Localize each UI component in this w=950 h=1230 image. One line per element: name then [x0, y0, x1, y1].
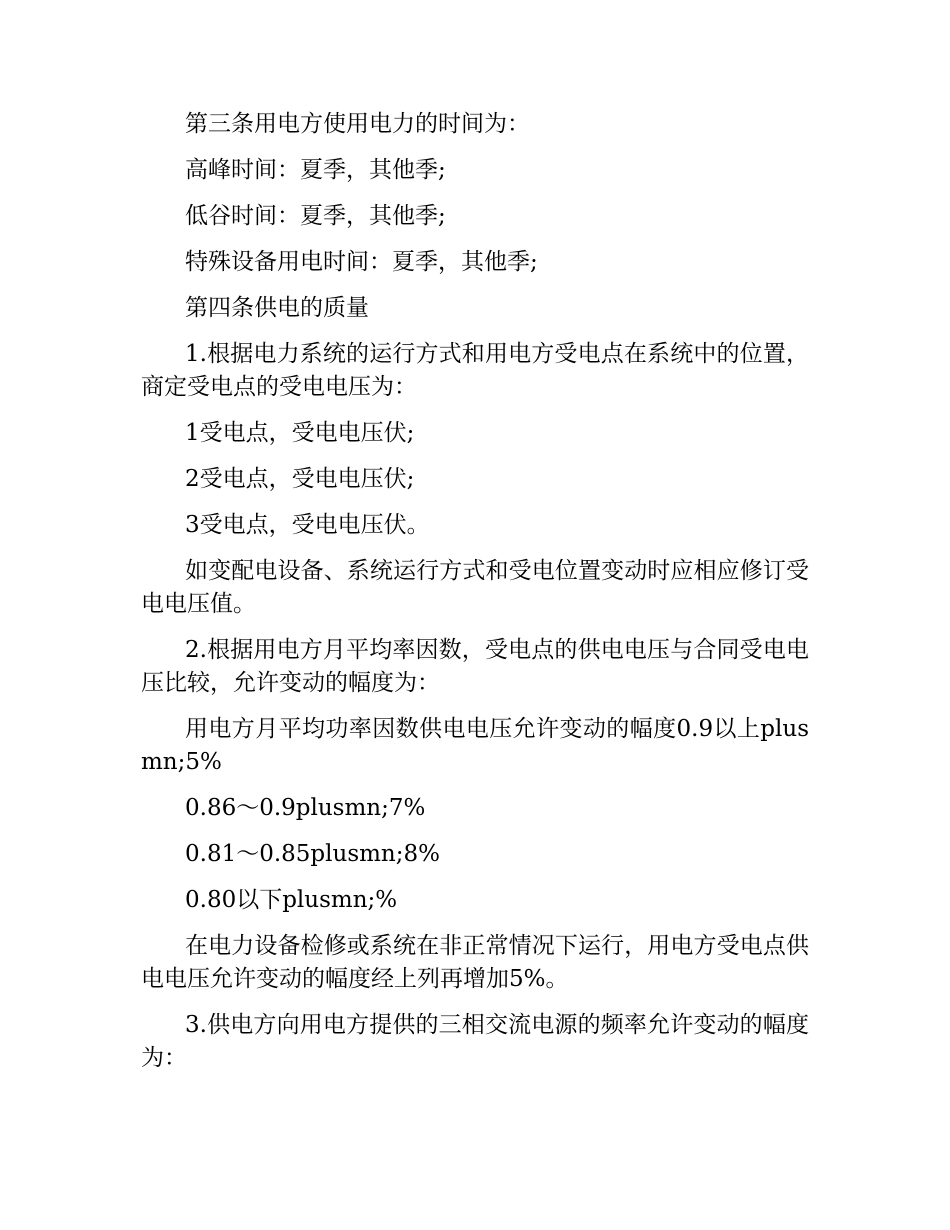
- valley-time-line: 低谷时间：夏季，其他季;: [185, 203, 446, 229]
- item-2-paragraph: 2.根据用电方月平均率因数，受电点的供电电压与合同受电电压比较，允许变动的幅度为：: [141, 637, 809, 696]
- item-3-paragraph: 3.供电方向用电方提供的三相交流电源的频率允许变动的幅度为：: [141, 1012, 809, 1071]
- receiving-point-3-line: 3受电点，受电电压伏。: [185, 512, 430, 538]
- special-equipment-time-line: 特殊设备用电时间：夏季，其他季;: [185, 249, 538, 275]
- receiving-point-2-line: 2受电点，受电电压伏;: [185, 466, 415, 492]
- power-factor-table-header: 用电方月平均功率因数供电电压允许变动的幅度0.9以上plusmn;5%: [141, 716, 809, 775]
- power-factor-row-3: 0.80以下plusmn;%: [185, 887, 398, 913]
- maintenance-paragraph: 在电力设备检修或系统在非正常情况下运行，用电方受电点供电电压允许变动的幅度经上列再增加5%。: [141, 933, 809, 992]
- document-page: [141, 108, 809, 1088]
- peak-time-line: 高峰时间：夏季，其他季;: [185, 157, 446, 183]
- article-4-heading: 第四条供电的质量: [185, 295, 369, 321]
- power-factor-row-2: 0.81～0.85plusmn;8%: [185, 841, 440, 867]
- item-1-paragraph: 1.根据电力系统的运行方式和用电方受电点在系统中的位置，商定受电点的受电电压为：: [141, 341, 809, 400]
- voltage-revision-paragraph: 如变配电设备、系统运行方式和受电位置变动时应相应修订受电电压值。: [141, 558, 809, 617]
- receiving-point-1-line: 1受电点，受电电压伏;: [185, 420, 415, 446]
- power-factor-row-1: 0.86～0.9plusmn;7%: [185, 795, 426, 821]
- article-3-heading: 第三条用电方使用电力的时间为：: [185, 111, 530, 137]
